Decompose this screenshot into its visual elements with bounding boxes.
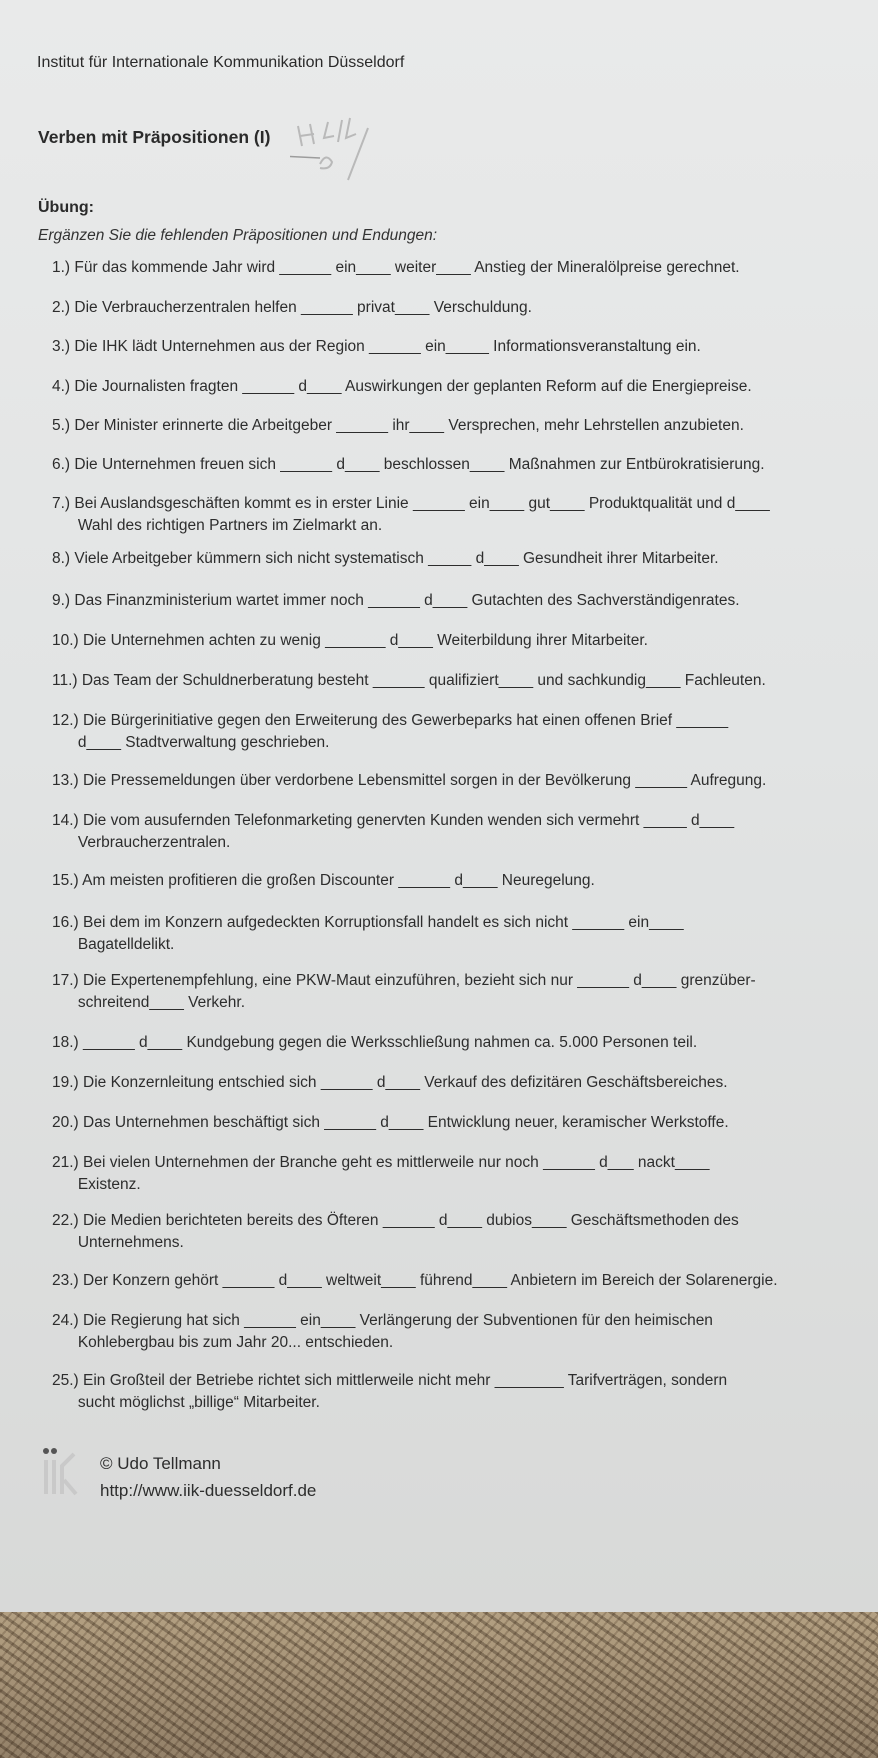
exercise-item-4: 4.) Die Journalisten fragten ______ d____ Auswirkungen der geplanten Reform auf die Energiepreise. xyxy=(52,378,752,395)
worksheet-title: Verben mit Präpositionen (I) xyxy=(38,127,271,147)
institute-name: Institut für Internationale Kommunikation Düsseldorf xyxy=(37,54,405,71)
exercise-item-6: 6.) Die Unternehmen freuen sich ______ d____ beschlossen____ Maßnahmen zur Entbürokratisierung. xyxy=(52,456,765,473)
exercise-item-23: 23.) Der Konzern gehört ______ d____ weltweit____ führend____ Anbietern im Bereich der Solarenergie. xyxy=(52,1272,778,1289)
exercise-item-1: 1.) Für das kommende Jahr wird ______ ein____ weiter____ Anstieg der Mineralölpreise gerechnet. xyxy=(52,259,740,276)
handwritten-scribble-icon xyxy=(290,108,410,188)
exercise-item-13: 13.) Die Pressemeldungen über verdorbene Lebensmittel sorgen in der Bevölkerung ______ Aufregung. xyxy=(52,772,767,789)
exercise-item-3: 3.) Die IHK lädt Unternehmen aus der Region ______ ein_____ Informationsveranstaltung ein. xyxy=(52,338,701,355)
exercise-item-12: 12.) Die Bürgerinitiative gegen den Erweiterung des Gewerbeparks hat einen offenen Brief ______ d____ Stadtverwaltung geschrieben. xyxy=(52,712,729,751)
exercise-item-5: 5.) Der Minister erinnerte die Arbeitgeber ______ ihr____ Versprechen, mehr Lehrstellen anzubieten. xyxy=(52,417,744,434)
copyright-note: © Udo Tellmann xyxy=(100,1454,221,1473)
exercise-item-21: 21.) Bei vielen Unternehmen der Branche geht es mittlerweile nur noch ______ d___ nackt____ Existenz. xyxy=(52,1154,710,1193)
exercise-item-8: 8.) Viele Arbeitgeber kümmern sich nicht systematisch _____ d____ Gesundheit ihrer Mitarbeiter. xyxy=(52,550,719,567)
exercise-item-9: 9.) Das Finanzministerium wartet immer noch ______ d____ Gutachten des Sachverständigenrates. xyxy=(52,592,740,609)
exercise-item-7: 7.) Bei Auslandsgeschäften kommt es in erster Linie ______ ein____ gut____ Produktqualität und d____ Wahl des richtigen Partners im Zielmarkt an. xyxy=(52,495,770,534)
iik-logo-icon xyxy=(40,1446,88,1498)
exercise-item-2: 2.) Die Verbraucherzentralen helfen ______ privat____ Verschuldung. xyxy=(52,299,532,316)
exercise-item-16: 16.) Bei dem im Konzern aufgedeckten Korruptionsfall handelt es sich nicht ______ ein____ Bagatelldelikt. xyxy=(52,914,684,953)
exercise-item-14: 14.) Die vom ausufernden Telefonmarketing genervten Kunden wenden sich vermehrt _____ d____ Verbraucherzentralen. xyxy=(52,812,735,851)
exercise-label: Übung: xyxy=(38,199,94,216)
exercise-item-10: 10.) Die Unternehmen achten zu wenig _______ d____ Weiterbildung ihrer Mitarbeiter. xyxy=(52,632,648,649)
exercise-item-24: 24.) Die Regierung hat sich ______ ein____ Verlängerung der Subventionen für den heimischen Kohlebergbau bis zum Jahr 20... entschieden. xyxy=(52,1312,713,1351)
exercise-item-19: 19.) Die Konzernleitung entschied sich ______ d____ Verkauf des defizitären Geschäftsbereiches. xyxy=(52,1074,728,1091)
tablecloth-background xyxy=(0,1612,878,1758)
exercise-item-20: 20.) Das Unternehmen beschäftigt sich ______ d____ Entwicklung neuer, keramischer Werkstoffe. xyxy=(52,1114,729,1131)
exercise-item-18: 18.) ______ d____ Kundgebung gegen die Werksschließung nahmen ca. 5.000 Personen teil. xyxy=(52,1034,698,1051)
website-url: http://www.iik-duesseldorf.de xyxy=(100,1481,317,1500)
exercise-item-25: 25.) Ein Großteil der Betriebe richtet sich mittlerweile nicht mehr ________ Tarifverträgen, sondern sucht möglichst „billige“ Mitarbeiter. xyxy=(52,1372,728,1411)
exercise-item-15: 15.) Am meisten profitieren die großen Discounter ______ d____ Neuregelung. xyxy=(52,872,595,889)
exercise-item-22: 22.) Die Medien berichteten bereits des Öfteren ______ d____ dubios____ Geschäftsmethoden des Unternehmens. xyxy=(52,1212,739,1251)
exercise-instruction: Ergänzen Sie die fehlenden Präpositionen und Endungen: xyxy=(38,227,438,244)
exercise-item-17: 17.) Die Expertenempfehlung, eine PKW-Maut einzuführen, bezieht sich nur ______ d____ grenzüber- schreitend____ Verkehr. xyxy=(52,972,756,1011)
exercise-item-11: 11.) Das Team der Schuldnerberatung besteht ______ qualifiziert____ und sachkundig____ Fachleuten. xyxy=(52,672,766,689)
